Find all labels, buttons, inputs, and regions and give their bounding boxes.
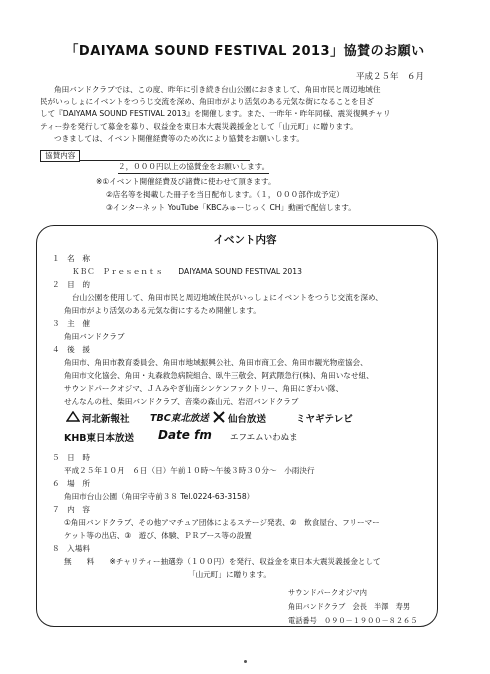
footer-location: サウンドパークオジマ内 [288, 588, 367, 597]
section-line: 無 料 ※チャリティー抽選券（１００円）を発行、収益金を東日本大震災義援金として [64, 557, 381, 566]
sponsor-logo: TBC東北放送 [150, 413, 209, 424]
section-label: ４ 後 援 [52, 345, 90, 354]
section-line: 平成２５年１０月 ６日（日）午前１０時～午後３時３０分～ 小雨決行 [64, 466, 315, 475]
section-line: 台山公園を使用して、角田市民と周辺地域住民がいっしょにイベントをつうじ交流を深め、 [72, 293, 383, 302]
section-line: ケット等の出店、③ 遊び、体験、ＰＲブース等の設置 [64, 531, 252, 540]
event-heading: イベント内容 [213, 234, 277, 246]
section-line: ＫＢＣ Ｐｒｅｓｅｎｔｓ DAIYAMA SOUND FESTIVAL 2013 [72, 267, 302, 276]
section-label: ７ 内 容 [52, 505, 90, 514]
section-label: １ 名 称 [52, 254, 90, 263]
intro-line: ティー券を発行して募金を募り、収益金を東日本大震災義援金として「山元町」に贈ります。 [40, 121, 358, 131]
page-title: 「DAIYAMA SOUND FESTIVAL 2013」協賛のお願い [65, 44, 425, 59]
page-mark [244, 660, 247, 663]
request-benefit: ※①イベント開催経費及び諸費に使わせて頂きます。 [96, 177, 276, 186]
section-line: 角田市がより活気のある元気な街にするため開催します。 [64, 306, 261, 315]
request-amount: ２，０００円以上の協賛金をお願いします。 [118, 161, 269, 174]
intro-line: 角田バンドクラブでは、この度、昨年に引き続き台山公園におきまして、角田市民と周辺地域住 [54, 85, 381, 94]
request-heading: 協賛内容 [40, 150, 80, 162]
intro-line: 民がいっしょにイベントをつうじ交流を深め、角田市がより活気のある元気な街になることを目ざ [40, 97, 374, 107]
intro-paragraph [40, 84, 460, 145]
section-line: 角田市台山公園（角田字寺前３８ Tel.0224-63-3158） [64, 492, 255, 501]
sponsor-logo: エフエムいわぬま [230, 433, 298, 443]
issue-date: 平成２５年 ６月 [355, 72, 424, 82]
section-line: せんなんの杜、柴田バンドクラブ、音楽の森山元、岩沼バンドクラブ [64, 397, 299, 406]
sponsor-logo: ミヤギテレビ [296, 414, 353, 425]
section-line: ①角田バンドクラブ、その他アマチュア団体によるステージ発表、② 飲食屋台、フリーマー [64, 518, 380, 527]
request-benefit: ②店名等を掲載した冊子を当日配布します。（１，０００部作成予定） [106, 190, 344, 199]
section-line: 角田市文化協会、角田・丸森救急病院組合、臥牛三敬会、阿武隈急行(株)、角田いなせ組、 [64, 371, 374, 380]
section-label: ５ 日 時 [52, 453, 90, 462]
request-benefit: ③インターネット YouTube「KBCみゅーじっく CH」動画で配信します。 [106, 203, 356, 212]
section-label: ２ 目 的 [52, 280, 90, 289]
section-label: ６ 場 所 [52, 479, 90, 488]
section-line: 角田市、角田市教育委員会、角田市地域振興公社、角田市商工会、角田市観光物産協会、 [64, 358, 368, 367]
intro-line: して『DAIYAMA SOUND FESTIVAL 2013』を開催します。また、一昨年・昨年同様、震災復興チャリ [40, 109, 391, 119]
sponsor-logo: Date fm [158, 428, 212, 442]
sponsor-logo: 河北新報社 [82, 414, 130, 425]
section-line: サウンドパークオジマ、ＪＡみやぎ仙南シンケンファクトリー、角田にぎわい隊、 [64, 384, 344, 393]
sponsor-logo: KHB東日本放送 [64, 433, 135, 444]
section-label: ８ 入場料 [52, 544, 90, 553]
sponsor-logo: 仙台放送 [228, 414, 267, 425]
footer-contact: 角田バンドクラブ 会長 半澤 寿男 [288, 602, 411, 611]
section-label: ３ 主 催 [52, 319, 90, 328]
section-line: 角田バンドクラブ [64, 332, 125, 341]
kahoku-logo-icon [66, 411, 80, 423]
ox-logo-icon [212, 410, 226, 424]
section-line: 「山元町」に贈ります。 [188, 570, 271, 579]
footer-phone: 電話番号 ０９０－１９００－８２６５ [288, 616, 418, 625]
intro-line: つきましては、イベント開催経費等のため次により協賛をお願いします。 [54, 133, 304, 143]
